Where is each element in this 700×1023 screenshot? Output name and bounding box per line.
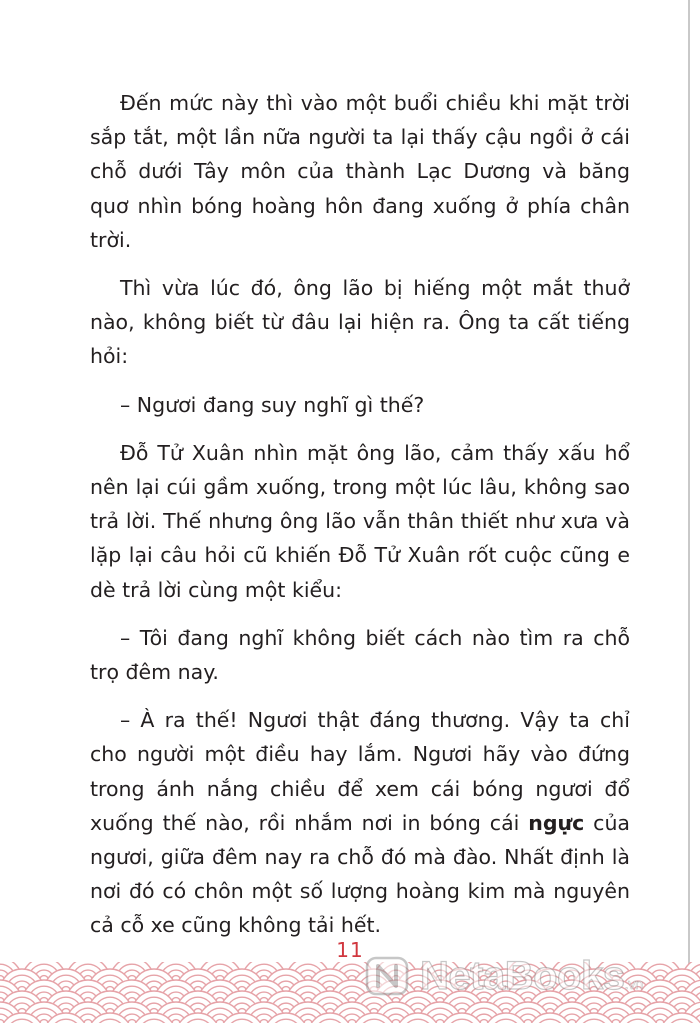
paragraph-6-before: – À ra thế! Ngươi thật đáng thương. Vậy ta chỉ cho người một điều hay lắm. Ngươi hãy vào đứng trong ánh nắng chiều để xem cái bóng ngươi đổ xuống thế nào, rồi nhắm nơi in bóng cái bbox=[90, 708, 630, 835]
body-text bbox=[90, 86, 630, 957]
bold-word: ngực bbox=[528, 810, 585, 835]
paragraph-2: Thì vừa lúc đó, ông lão bị hiếng một mắt thuở nào, không biết từ đâu lại hiện ra. Ông ta cất tiếng hỏi: bbox=[90, 276, 630, 369]
watermark-suffix: .vn bbox=[624, 976, 643, 993]
watermark bbox=[364, 952, 700, 1002]
watermark-text bbox=[420, 954, 643, 999]
paragraph-6 bbox=[90, 703, 630, 942]
paragraph-4: Đỗ Tử Xuân nhìn mặt ông lão, cảm thấy xấu hổ nên lại cúi gầm xuống, trong một lúc lâu, không sao trả lời. Thế nhưng ông lão vẫn thân thiết như xưa và lặp lại câu hỏi cũ khiến Đỗ Tử Xuân rốt cuộc cũng e dè trả lời cùng một kiểu: bbox=[90, 440, 630, 602]
paragraph-3: – Ngươi đang suy nghĩ gì thế? bbox=[120, 392, 425, 417]
page-number: 11 bbox=[336, 938, 364, 962]
paragraph-5: – Tôi đang nghĩ không biết cách nào tìm ra chỗ trọ đêm nay. bbox=[90, 625, 630, 685]
netabooks-logo-icon bbox=[364, 952, 412, 1000]
paragraph-6-after: của ngươi, giữa đêm nay ra chỗ đó mà đào. Nhất định là nơi đó có chôn một số lượng hoàng kim mà nguyên cả cỗ xe cũng không tải hết. bbox=[90, 810, 630, 938]
paragraph-1: Đến mức này thì vào một buổi chiều khi mặt trời sắp tắt, một lần nữa người ta lại thấy cậu ngồi ở cái chỗ dưới Tây môn của thành Lạc Dương và băng quơ nhìn bóng hoàng hôn đang xuống ở phía chân trời. bbox=[90, 91, 630, 252]
watermark-brand: NetaBooks bbox=[420, 954, 625, 998]
